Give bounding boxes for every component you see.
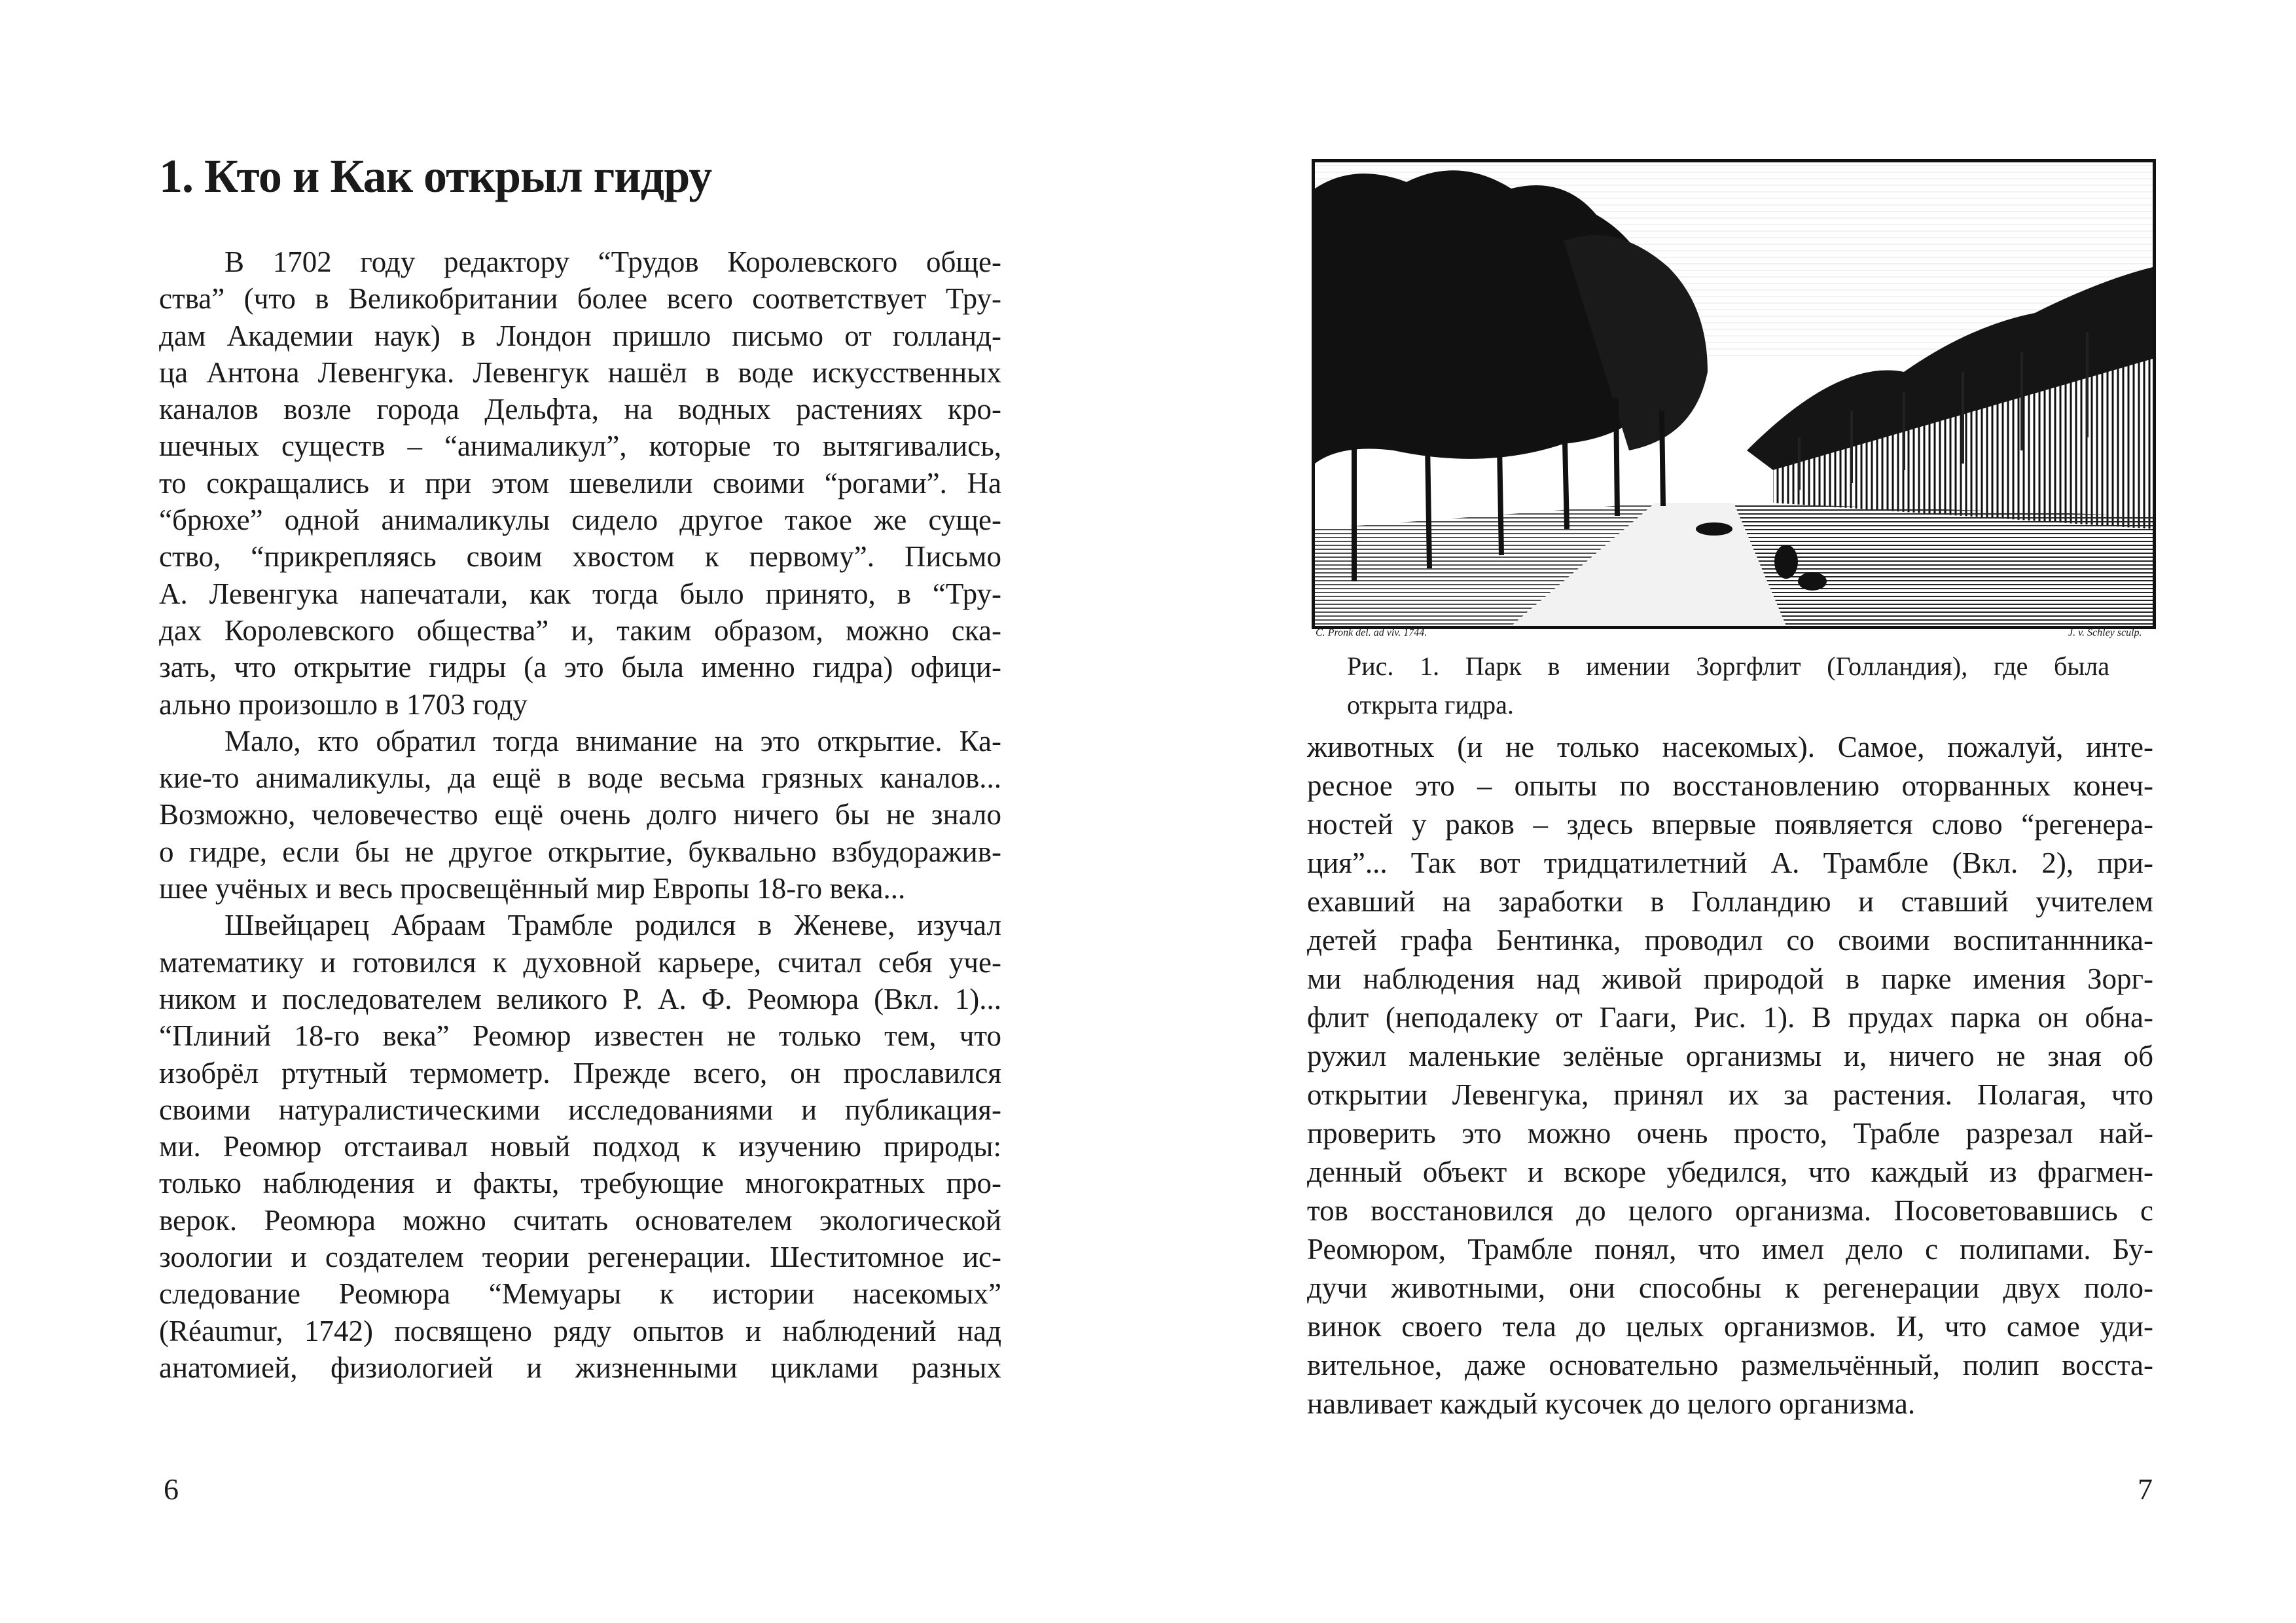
text-line: дах Королевского общества” и, таким образом, можно ска- [159, 613, 1001, 647]
text-line: вительное, даже основательно размельчённый, полип восста- [1307, 1349, 2153, 1381]
left-page-body [159, 244, 1001, 1386]
text-line: о гидре, если бы не другое открытие, буквально взбудоражив- [159, 835, 1001, 868]
text-line: детей графа Бентинка, проводил со своими воспитаннника- [1307, 924, 2153, 957]
text-line: следование Реомюра “Мемуары к истории насекомых” [159, 1277, 1001, 1311]
text-line: открытии Левенгука, принял их за растения. Полагая, что [1307, 1078, 2153, 1111]
text-line: ностей у раков – здесь впервые появляется слово “регенера- [1307, 808, 2153, 841]
text-line: флит (неподалеку от Гааги, Рис. 1). В прудах парка он обна- [1307, 1001, 2153, 1034]
text-line: зоологии и создателем теории регенерации. Шеститомное ис- [159, 1241, 1001, 1274]
text-line: анатомией, физиологией и жизненными циклами разных [159, 1351, 1001, 1384]
text-line: навливает каждый кусочек до целого организма. [1307, 1387, 1916, 1420]
figure-caption [1347, 647, 2109, 724]
text-line: шее учёных и весь просвещённый мир Европы 18-го века... [159, 872, 906, 905]
text-line: зать, что открытие гидры (а это была именно гидра) офици- [159, 651, 1001, 684]
text-line: ция”... Так вот тридцатилетний А. Трамбле (Вкл. 2), при- [1307, 847, 2153, 879]
text-line: В 1702 году редактору “Трудов Королевского обще- [224, 246, 1001, 278]
text-line: дам Академии наук) в Лондон пришло письмо от голланд- [159, 319, 1001, 352]
text-line: каналов возле города Дельфта, на водных растениях кро- [159, 393, 1001, 426]
text-line: проверить это можно очень просто, Трабле разрезал най- [1307, 1117, 2153, 1150]
text-line: изобрёл ртутный термометр. Прежде всего, он прославился [159, 1056, 1001, 1089]
text-line: винок своего тела до целых организмов. И, что самое уди- [1307, 1310, 2153, 1343]
text-line: “Плиний 18-го века” Реомюр известен не только тем, что [159, 1019, 1001, 1053]
text-line: ми. Реомюр отстаивал новый подход к изучению природы: [159, 1130, 1001, 1163]
caption-line: Рис. 1. Парк в имении Зоргфлит (Голландия), где была [1347, 651, 2109, 681]
text-line: математику и готовился к духовной карьере, считал себя уче- [159, 945, 1001, 979]
text-line: ально произошло в 1703 году [159, 687, 528, 721]
text-line: ехавший на заработки в Голландию и ставший учителем [1307, 885, 2153, 918]
page-number-left: 6 [164, 1472, 179, 1506]
text-line: тов восстановился до целого организма. Посоветовавшись с [1307, 1194, 2153, 1227]
paragraph [1307, 728, 2153, 1423]
text-line: Мало, кто обратил тогда внимание на это открытие. Ка- [224, 724, 1001, 757]
text-line: то сокращались и при этом шевелили своими “рогами”. На [159, 466, 1001, 500]
text-line: ство, “прикрепляясь своим хвостом к первому”. Письмо [159, 540, 1001, 574]
park-engraving-figure [1312, 159, 2156, 629]
text-line: А. Левенгука напечатали, как тогда было принято, в “Тру- [159, 577, 1001, 610]
right-page-body [1307, 728, 2153, 1423]
paragraph [159, 244, 1001, 723]
text-line: Швейцарец Абраам Трамбле родился в Женеве, изучал [224, 909, 1001, 942]
paragraph [159, 723, 1001, 907]
text-line: “брюхе” одной анималикулы сидело другое такое же суще- [159, 503, 1001, 537]
text-line: денный объект и вскоре убедился, что каждый из фрагмен- [1307, 1156, 2153, 1188]
text-line: своими натуралистическими исследованиями и публикация- [159, 1093, 1001, 1126]
text-line: верок. Реомюра можно считать основателем экологической [159, 1203, 1001, 1237]
text-line: кие-то анималикулы, да ещё в воде весьма грязных каналов... [159, 761, 1001, 795]
text-line: ником и последователем великого Р. А. Ф. Реомюра (Вкл. 1)... [159, 982, 1001, 1015]
text-line: Реомюром, Трамбле понял, что имел дело с полипами. Бу- [1307, 1233, 2153, 1266]
park-engraving-image [1315, 162, 2153, 626]
text-line: ства” (что в Великобритании более всего соответствует Тру- [159, 282, 1001, 316]
text-line: ружил маленькие зелёные организмы и, ничего не зная об [1307, 1040, 2153, 1072]
chapter-title: 1. Кто и Как открыл гидру [159, 150, 712, 202]
engraving-credit-engraver: J. v. Schley sculp. [2068, 627, 2142, 638]
text-line: только наблюдения и факты, требующие многократных про- [159, 1167, 1001, 1200]
engraving-credit-artist: C. Pronk del. ad viv. 1744. [1316, 627, 1427, 638]
paragraph [159, 907, 1001, 1386]
text-line: ми наблюдения над живой природой в парке имения Зорг- [1307, 962, 2153, 995]
text-line: (Réaumur, 1742) посвящено ряду опытов и наблюдений над [159, 1314, 1001, 1347]
text-line: Возможно, человечество ещё очень долго ничего бы не знало [159, 798, 1001, 831]
text-line: животных (и не только насекомых). Самое, пожалуй, инте- [1307, 731, 2153, 763]
caption-line: открыта гидра. [1347, 690, 1514, 720]
text-line: дучи животными, они способны к регенерации двух поло- [1307, 1271, 2153, 1304]
text-line: ресное это – опыты по восстановлению оторванных конеч- [1307, 769, 2153, 802]
text-line: ца Антона Левенгука. Левенгук нашёл в воде искусственных [159, 356, 1001, 389]
text-line: шечных существ – “анималикул”, которые то вытягивались, [159, 429, 1001, 463]
page-number-right: 7 [2138, 1472, 2153, 1506]
